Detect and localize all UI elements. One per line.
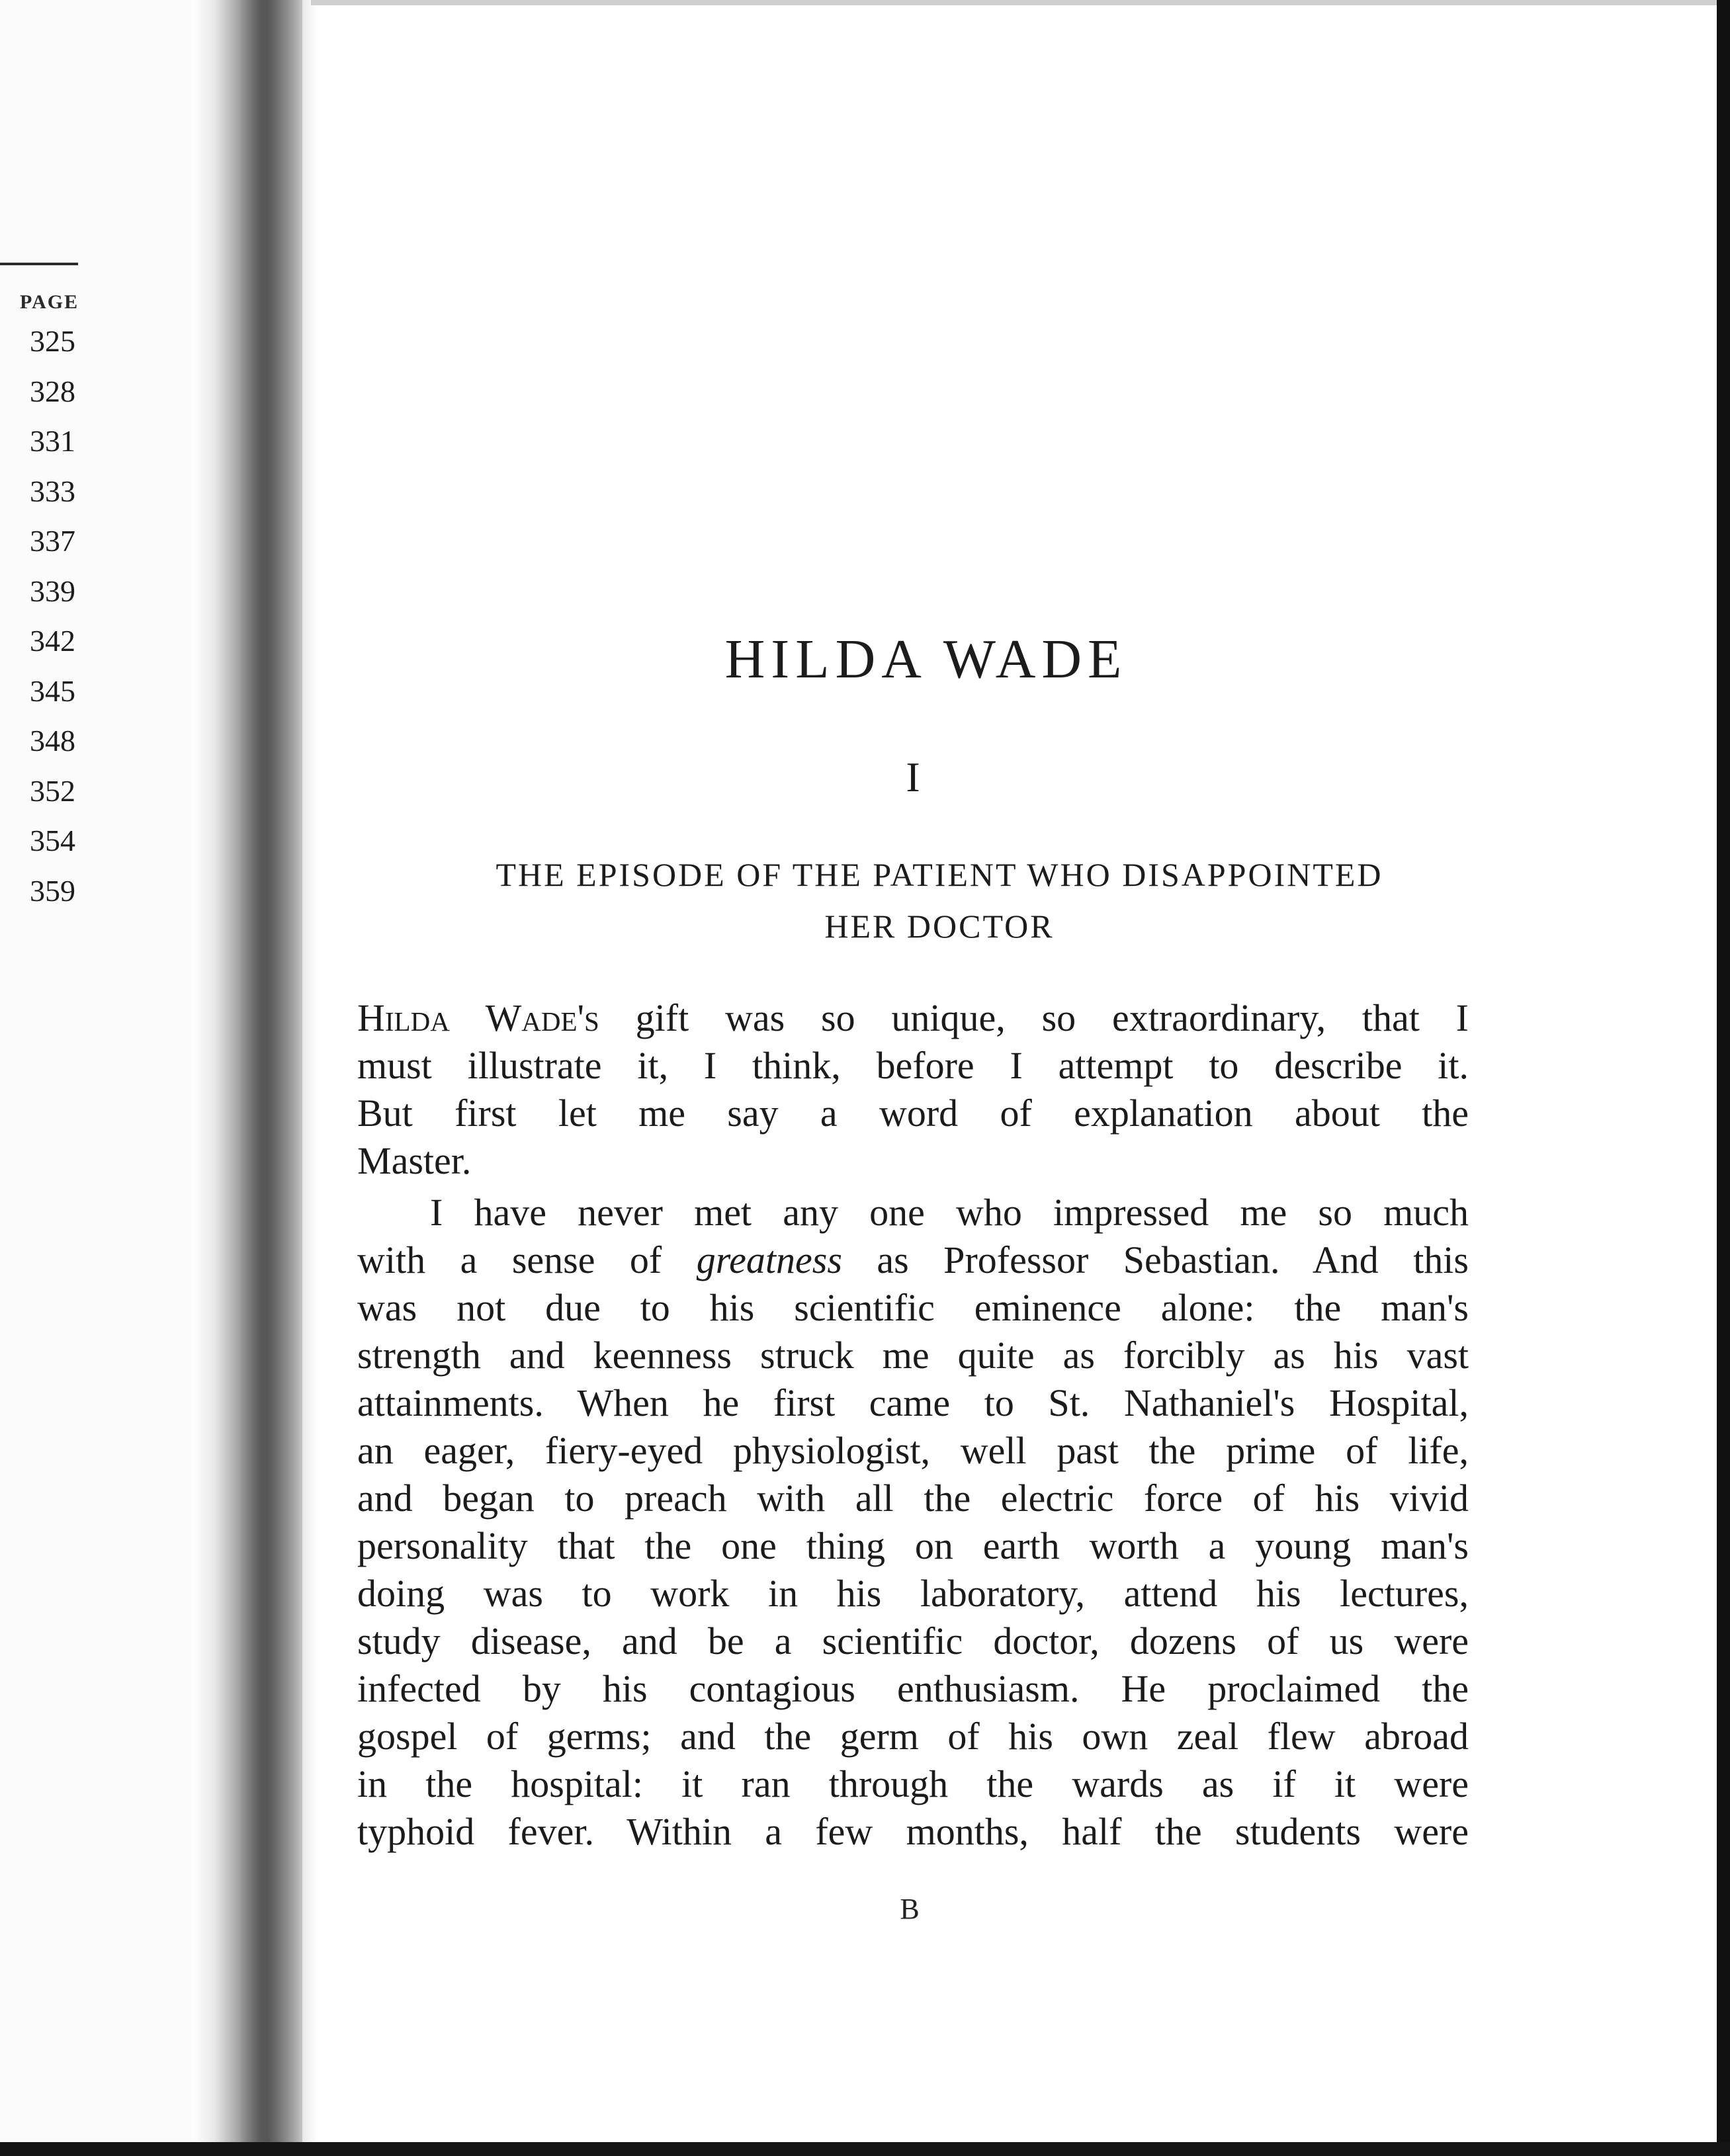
- text-line: typhoid fever. Within a few months, half the students were: [357, 1810, 1469, 1853]
- small-caps-lead: Hilda Wade's: [357, 996, 599, 1039]
- page-number: 342: [30, 624, 75, 658]
- text-line: gospel of germs; and the germ of his own zeal flew abroad: [357, 1715, 1469, 1758]
- chapter-title-line: THE EPISODE OF THE PATIENT WHO DISAPPOINTED: [496, 856, 1383, 893]
- page-number: 352: [30, 773, 75, 808]
- text-line: in the hospital: it ran through the wards as if it were: [357, 1762, 1469, 1805]
- italic-emphasis: greatness: [696, 1238, 842, 1281]
- text-line-content: as Professor Sebastian. And this: [842, 1238, 1469, 1281]
- book-title: HILDA WADE: [724, 628, 1128, 690]
- text-line: strength and keenness struck me quite as forcibly as his vast: [357, 1334, 1469, 1377]
- text-line: personality that the one thing on earth worth a young man's: [357, 1524, 1469, 1567]
- text-line: doing was to work in his laboratory, attend his lectures,: [357, 1572, 1469, 1615]
- text-line-content: gift was so unique, so extraordinary, that I: [599, 996, 1469, 1039]
- page-number: 345: [30, 673, 75, 708]
- page-number: 354: [30, 824, 75, 857]
- page-number: 331: [30, 424, 75, 458]
- text-line: Master.: [357, 1139, 472, 1182]
- text-line-content: with a sense of: [357, 1238, 697, 1281]
- text-line: I have never met any one who impressed me so much: [430, 1191, 1469, 1234]
- page-number: 348: [30, 724, 75, 757]
- binding-shadow: [239, 0, 302, 2156]
- text-line: study disease, and be a scientific doctor, dozens of us were: [357, 1619, 1469, 1662]
- text-line: But first let me say a word of explanation about the: [357, 1092, 1469, 1135]
- text-line: infected by his contagious enthusiasm. He proclaimed the: [357, 1667, 1469, 1710]
- page-top-edge: [311, 0, 1720, 5]
- page-bottom-edge: [0, 2142, 1730, 2156]
- left-page-rule: [0, 263, 78, 265]
- page-number: 339: [30, 574, 75, 608]
- text-line: must illustrate it, I think, before I attempt to describe it.: [357, 1044, 1469, 1087]
- text-line: [357, 1236, 1469, 1284]
- text-line: and began to preach with all the electric force of his vivid: [357, 1477, 1469, 1520]
- left-page-contents-column: [0, 0, 205, 2156]
- text-line: an eager, fiery-eyed physiologist, well past the prime of life,: [357, 1429, 1469, 1472]
- chapter-number: I: [906, 754, 920, 800]
- chapter-title-line: HER DOCTOR: [824, 908, 1055, 945]
- text-line: [357, 994, 1469, 1042]
- signature-mark: B: [900, 1893, 920, 1925]
- page-number: 325: [30, 324, 75, 358]
- page-number-list: [30, 316, 109, 916]
- page-number: 333: [30, 474, 75, 508]
- page-right-edge: [1717, 0, 1730, 2156]
- page-number: 337: [30, 524, 75, 558]
- text-line: was not due to his scientific eminence alone: the man's: [357, 1286, 1469, 1329]
- text-line: attainments. When he first came to St. Nathaniel's Hospital,: [357, 1381, 1469, 1424]
- page-column-heading: PAGE: [20, 291, 79, 313]
- page-number: 328: [30, 374, 75, 408]
- page-number: 359: [30, 873, 75, 908]
